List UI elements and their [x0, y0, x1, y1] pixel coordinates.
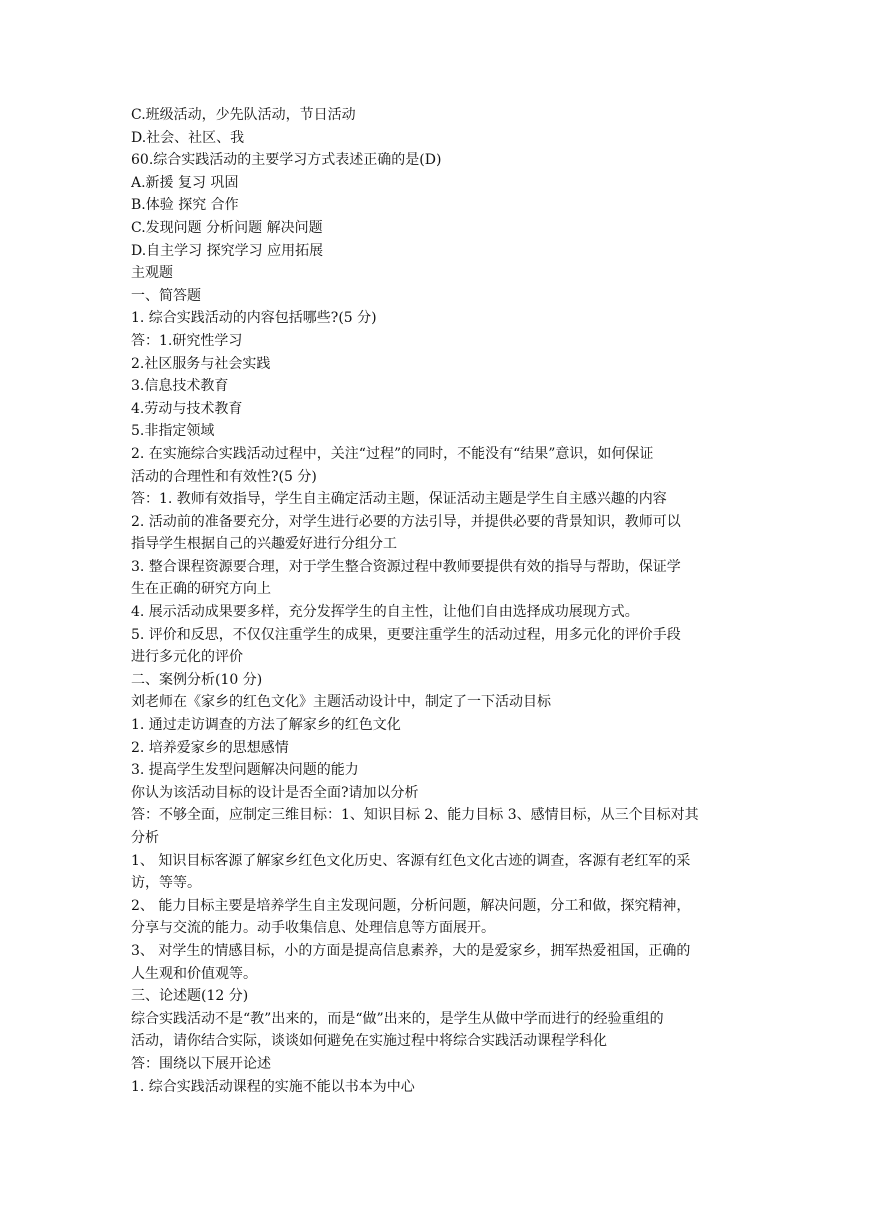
text-line: D.社会、社区、我: [131, 129, 245, 146]
answer-line: 5.非指定领域: [131, 423, 215, 440]
option-b: B.体验 探究 合作: [131, 197, 239, 214]
question: 你认为该活动目标的设计是否全面?请加以分析: [131, 784, 419, 801]
answer-line: 5. 评价和反思，不仅仅注重学生的成果，更要注重学生的活动过程，用多元化的评价手段: [131, 626, 681, 643]
option-d: D.自主学习 探究学习 应用拓展: [131, 242, 324, 259]
question: 2. 在实施综合实践活动过程中，关注“过程”的同时，不能没有“结果”意识，如何保证: [131, 445, 654, 462]
answer-line: 答：不够全面，应制定三维目标：1、知识目标 2、能力目标 3、感情目标，从三个目标对其: [131, 807, 699, 824]
section-heading: 三、论述题(12 分): [131, 988, 249, 1005]
answer-line: 2、 能力目标主要是培养学生自主发现问题，分析问题，解决问题，分工和做，探究精神，: [131, 897, 691, 914]
answer-line: 指导学生根据自己的兴趣爱好进行分组分工: [131, 536, 397, 553]
question: 1. 综合实践活动的内容包括哪些?(5 分): [131, 310, 377, 327]
answer-line: 3、 对学生的情感目标，小的方面是提高信息素养，大的是爱家乡，拥军热爱祖国，正确的: [131, 942, 691, 959]
answer-line: 4. 展示活动成果要多样，充分发挥学生的自主性，让他们自由选择成功展现方式。: [131, 604, 639, 621]
case-goal: 2. 培养爱家乡的思想感情: [131, 739, 289, 756]
question: 综合实践活动不是“教”出来的，而是“做”出来的，是学生从做中学而进行的经验重组的: [131, 1010, 664, 1027]
answer-line: 3.信息技术教育: [131, 378, 229, 395]
case-goal: 3. 提高学生发型问题解决问题的能力: [131, 762, 359, 779]
option-c: C.发现问题 分析问题 解决问题: [131, 219, 323, 236]
answer-line: 答：1. 教师有效指导，学生自主确定活动主题，保证活动主题是学生自主感兴趣的内容: [131, 491, 667, 508]
option-a: A.新援 复习 巩固: [131, 174, 239, 191]
answer-line: 人生观和价值观等。: [131, 965, 257, 982]
case-description: 刘老师在《家乡的红色文化》主题活动设计中，制定了一下活动目标: [131, 694, 551, 711]
answer-line: 3. 整合课程资源要合理，对于学生整合资源过程中教师要提供有效的指导与帮助，保证学: [131, 558, 681, 575]
answer-line: 分享与交流的能力。动手收集信息、处理信息等方面展开。: [131, 920, 495, 937]
section-heading: 主观题: [131, 265, 173, 282]
case-goal: 1. 通过走访调查的方法了解家乡的红色文化: [131, 717, 401, 734]
answer-line: 2. 活动前的准备要充分，对学生进行必要的方法引导，并提供必要的背景知识，教师可以: [131, 513, 681, 530]
answer-line: 答：围绕以下展开论述: [131, 1055, 271, 1072]
answer-line: 生在正确的研究方向上: [131, 581, 271, 598]
section-heading: 二、案例分析(10 分): [131, 671, 263, 688]
answer-line: 2.社区服务与社会实践: [131, 355, 271, 372]
answer-line: 1、 知识目标客源了解家乡红色文化历史、客源有红色文化古迹的调查，客源有老红军的采: [131, 852, 691, 869]
answer-line: 4.劳动与技术教育: [131, 400, 243, 417]
answer-line: 分析: [131, 830, 159, 846]
answer-line: 访，等等。: [131, 875, 201, 892]
answer-line: 1. 综合实践活动课程的实施不能以书本为中心: [131, 1078, 415, 1095]
answer-line: 答：1.研究性学习: [131, 332, 243, 349]
text-line: C.班级活动，少先队活动，节日活动: [131, 107, 356, 123]
answer-line: 进行多元化的评价: [131, 649, 243, 666]
question-60: 60.综合实践活动的主要学习方式表述正确的是(D): [131, 152, 442, 169]
question: 活动的合理性和有效性?(5 分): [131, 468, 317, 485]
question: 活动，请你结合实际，谈谈如何避免在实施过程中将综合实践活动课程学科化: [131, 1033, 607, 1050]
document-body: [131, 104, 741, 1098]
section-heading: 一、简答题: [131, 287, 201, 304]
